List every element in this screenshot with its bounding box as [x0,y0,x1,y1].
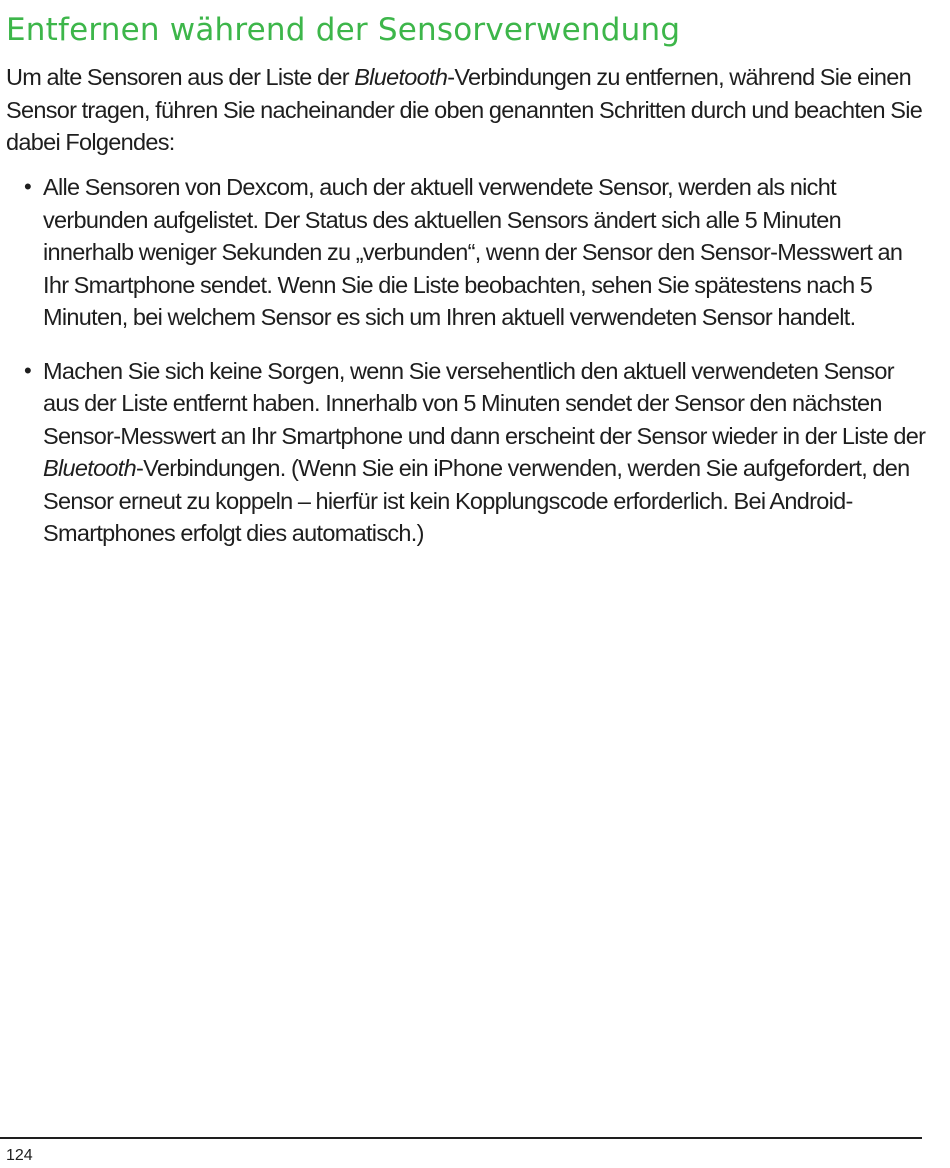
footer-divider [0,1137,922,1139]
bullet-icon: • [24,357,32,383]
bullet-text: Alle Sensoren von Dexcom, auch der aktuell verwendete Sensor, werden als nicht verbunden aufgelistet. Der Status des aktuellen Sensors ändert sich alle 5 Minuten innerhalb weniger Sekunden zu „verbunden“, wenn der Sensor den Sensor-Messwert an Ihr Smartphone sendet. Wenn Sie die Liste beobachten, sehen Sie spätestens nach 5 Minuten, bei welchem Sensor es sich um Ihren aktuell verwendeten Sensor handelt. [43,174,903,330]
bullet-text-start: Machen Sie sich keine Sorgen, wenn Sie versehentlich den aktuell verwendeten Sensor aus der Liste entfernt haben. Innerhalb von 5 Minuten sendet der Sensor den nächsten Sensor-Messwert an Ihr Smartphone und dann erscheint der Sensor wieder in der Liste der [43,357,926,449]
bullet-list [6,171,926,571]
intro-paragraph [6,61,926,159]
bullet-bluetooth-italic: Bluetooth [43,455,137,481]
intro-text-start: Um alte Sensoren aus der Liste der [6,64,355,90]
bullet-item-2 [6,355,926,550]
bullet-icon: • [24,174,32,199]
page-number: 124 [6,1147,33,1164]
section-title: Entfernen während der Sensorverwendung [6,12,681,48]
bullet-item-1 [6,171,926,334]
intro-bluetooth-italic: Bluetooth [354,64,448,90]
bullet-text-end: -Verbindungen. (Wenn Sie ein iPhone verwenden, werden Sie aufgefordert, den Sensor erneut zu koppeln – hierfür ist kein Kopplungscode erforderlich. Bei Android-Smartphones erfolgt dies automatisch.) [43,455,910,546]
bullet-text [43,358,925,547]
intro-text-end: -Verbindungen zu entfernen, während Sie einen Sensor tragen, führen Sie nacheinander die oben genannten Schritten durch und beachten Sie dabei Folgendes: [6,64,923,155]
